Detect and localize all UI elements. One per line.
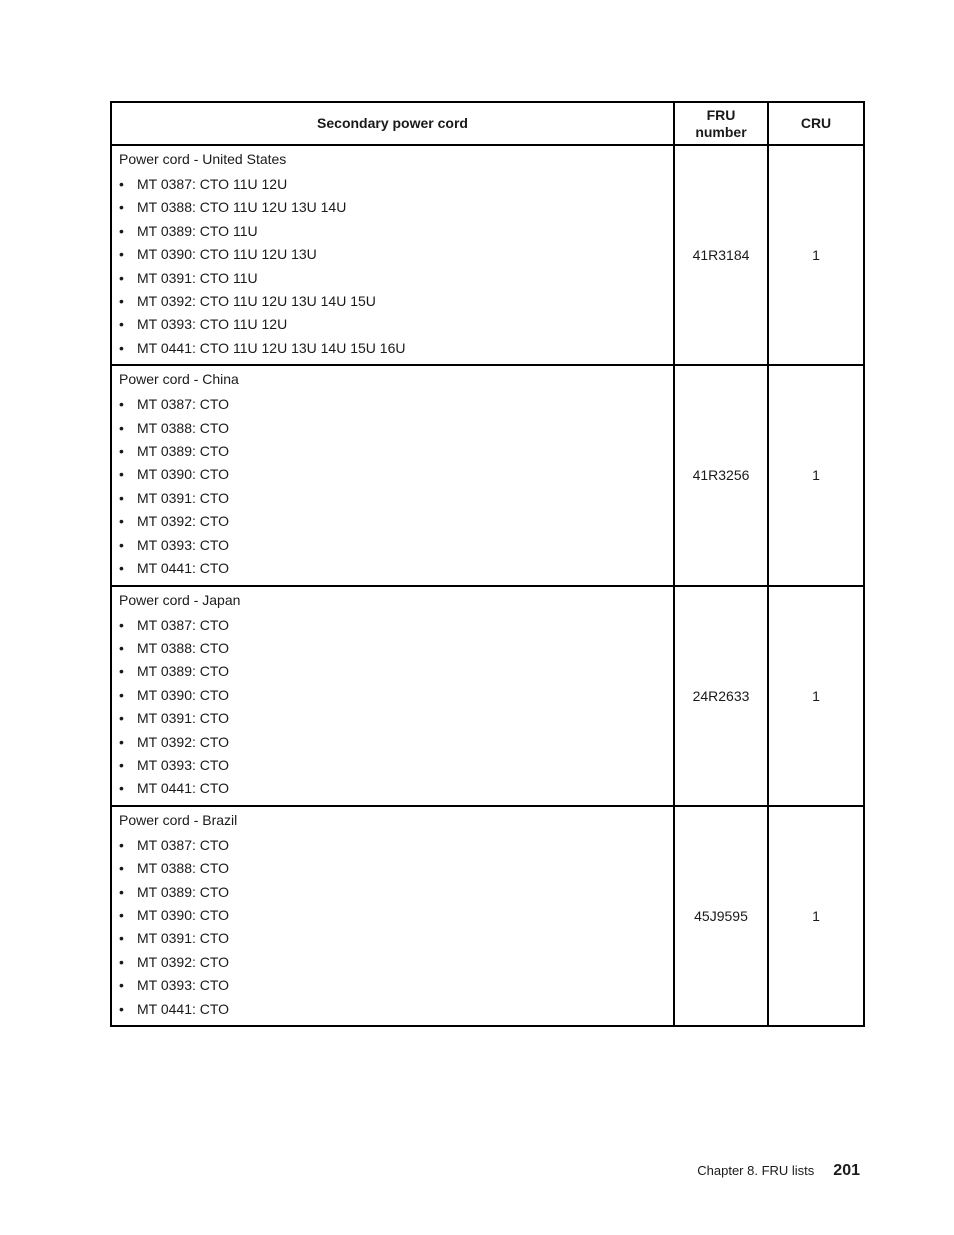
bullet-icon: • (119, 293, 124, 310)
group-title: Power cord - Japan (119, 591, 241, 608)
page-footer (697, 1162, 860, 1180)
list-item: • MT 0388: CTO 11U 12U 13U 14U (119, 196, 667, 219)
bullet-icon: • (119, 466, 124, 483)
list-item: • MT 0390: CTO (119, 463, 667, 486)
list-item: • MT 0388: CTO (119, 857, 667, 880)
bullet-icon: • (119, 269, 124, 286)
list-item: • MT 0389: CTO (119, 660, 667, 683)
list-item: • MT 0387: CTO (119, 834, 667, 857)
bullet-icon: • (119, 419, 124, 436)
list-item: • MT 0387: CTO (119, 393, 667, 416)
bullet-icon: • (119, 883, 124, 900)
bullet-icon: • (119, 663, 124, 680)
list-item: • MT 0441: CTO (119, 777, 667, 800)
table-row (111, 586, 864, 806)
fru-table (110, 101, 865, 1027)
model-list (119, 393, 667, 580)
list-item: • MT 0390: CTO 11U 12U 13U (119, 243, 667, 266)
list-item: • MT 0392: CTO (119, 510, 667, 533)
bullet-icon: • (119, 489, 124, 506)
bullet-icon: • (119, 836, 124, 853)
group-title: Power cord - United States (119, 151, 287, 167)
group-title: Power cord - Brazil (119, 811, 238, 828)
list-item: • MT 0441: CTO (119, 557, 667, 580)
bullet-icon: • (119, 953, 124, 970)
list-item: • MT 0441: CTO (119, 998, 667, 1021)
cru-cell: 1 (768, 365, 864, 585)
list-item: • MT 0391: CTO (119, 707, 667, 730)
list-item: • MT 0392: CTO (119, 731, 667, 754)
list-item: • MT 0389: CTO 11U (119, 220, 667, 243)
chapter-label: Chapter 8. FRU lists (697, 1163, 815, 1178)
bullet-icon: • (119, 443, 124, 460)
bullet-icon: • (119, 316, 124, 333)
list-item: • MT 0387: CTO (119, 614, 667, 637)
bullet-icon: • (119, 780, 124, 797)
bullet-icon: • (119, 246, 124, 263)
header-description: Secondary power cord (111, 102, 674, 145)
fru-number-cell: 41R3256 (674, 365, 768, 585)
list-item: • MT 0391: CTO (119, 487, 667, 510)
bullet-icon: • (119, 639, 124, 656)
fru-number-cell: 41R3184 (674, 145, 768, 365)
description-cell (111, 586, 674, 806)
bullet-icon: • (119, 756, 124, 773)
list-item: • MT 0392: CTO 11U 12U 13U 14U 15U (119, 290, 667, 313)
list-item: • MT 0391: CTO 11U (119, 267, 667, 290)
list-item: • MT 0390: CTO (119, 904, 667, 927)
list-item: • MT 0393: CTO (119, 534, 667, 557)
model-list (119, 614, 667, 801)
list-item: • MT 0393: CTO 11U 12U (119, 313, 667, 336)
bullet-icon: • (119, 930, 124, 947)
bullet-icon: • (119, 710, 124, 727)
list-item: • MT 0388: CTO (119, 637, 667, 660)
bullet-icon: • (119, 199, 124, 216)
description-cell (111, 806, 674, 1026)
bullet-icon: • (119, 616, 124, 633)
header-cru: CRU (768, 102, 864, 145)
header-fru-number (674, 102, 768, 145)
table-row (111, 365, 864, 585)
model-list (119, 834, 667, 1021)
table-body (111, 145, 864, 1026)
list-item: • MT 0441: CTO 11U 12U 13U 14U 15U 16U (119, 337, 667, 360)
bullet-icon: • (119, 222, 124, 239)
table-header-row (111, 102, 864, 145)
description-cell (111, 145, 674, 365)
bullet-icon: • (119, 536, 124, 553)
list-item: • MT 0387: CTO 11U 12U (119, 173, 667, 196)
list-item: • MT 0389: CTO (119, 440, 667, 463)
list-item: • MT 0392: CTO (119, 951, 667, 974)
bullet-icon: • (119, 396, 124, 413)
cru-cell: 1 (768, 586, 864, 806)
list-item: • MT 0393: CTO (119, 974, 667, 997)
cru-cell: 1 (768, 806, 864, 1026)
header-fru-line1: FRU (706, 106, 736, 123)
table-row (111, 806, 864, 1026)
list-item: • MT 0390: CTO (119, 684, 667, 707)
fru-number-cell: 24R2633 (674, 586, 768, 806)
bullet-icon: • (119, 339, 124, 356)
bullet-icon: • (119, 560, 124, 577)
bullet-icon: • (119, 860, 124, 877)
table-row (111, 145, 864, 365)
list-item: • MT 0389: CTO (119, 881, 667, 904)
group-title: Power cord - China (119, 371, 239, 388)
bullet-icon: • (119, 513, 124, 530)
model-list (119, 173, 667, 360)
page-number: 201 (833, 1162, 860, 1179)
bullet-icon: • (119, 977, 124, 994)
fru-number-cell: 45J9595 (674, 806, 768, 1026)
bullet-icon: • (119, 906, 124, 923)
bullet-icon: • (119, 176, 124, 192)
list-item: • MT 0393: CTO (119, 754, 667, 777)
description-cell (111, 365, 674, 585)
list-item: • MT 0388: CTO (119, 417, 667, 440)
header-fru-line2: number (695, 123, 747, 140)
cru-cell: 1 (768, 145, 864, 365)
bullet-icon: • (119, 733, 124, 750)
list-item: • MT 0391: CTO (119, 927, 667, 950)
bullet-icon: • (119, 1000, 124, 1017)
bullet-icon: • (119, 686, 124, 703)
